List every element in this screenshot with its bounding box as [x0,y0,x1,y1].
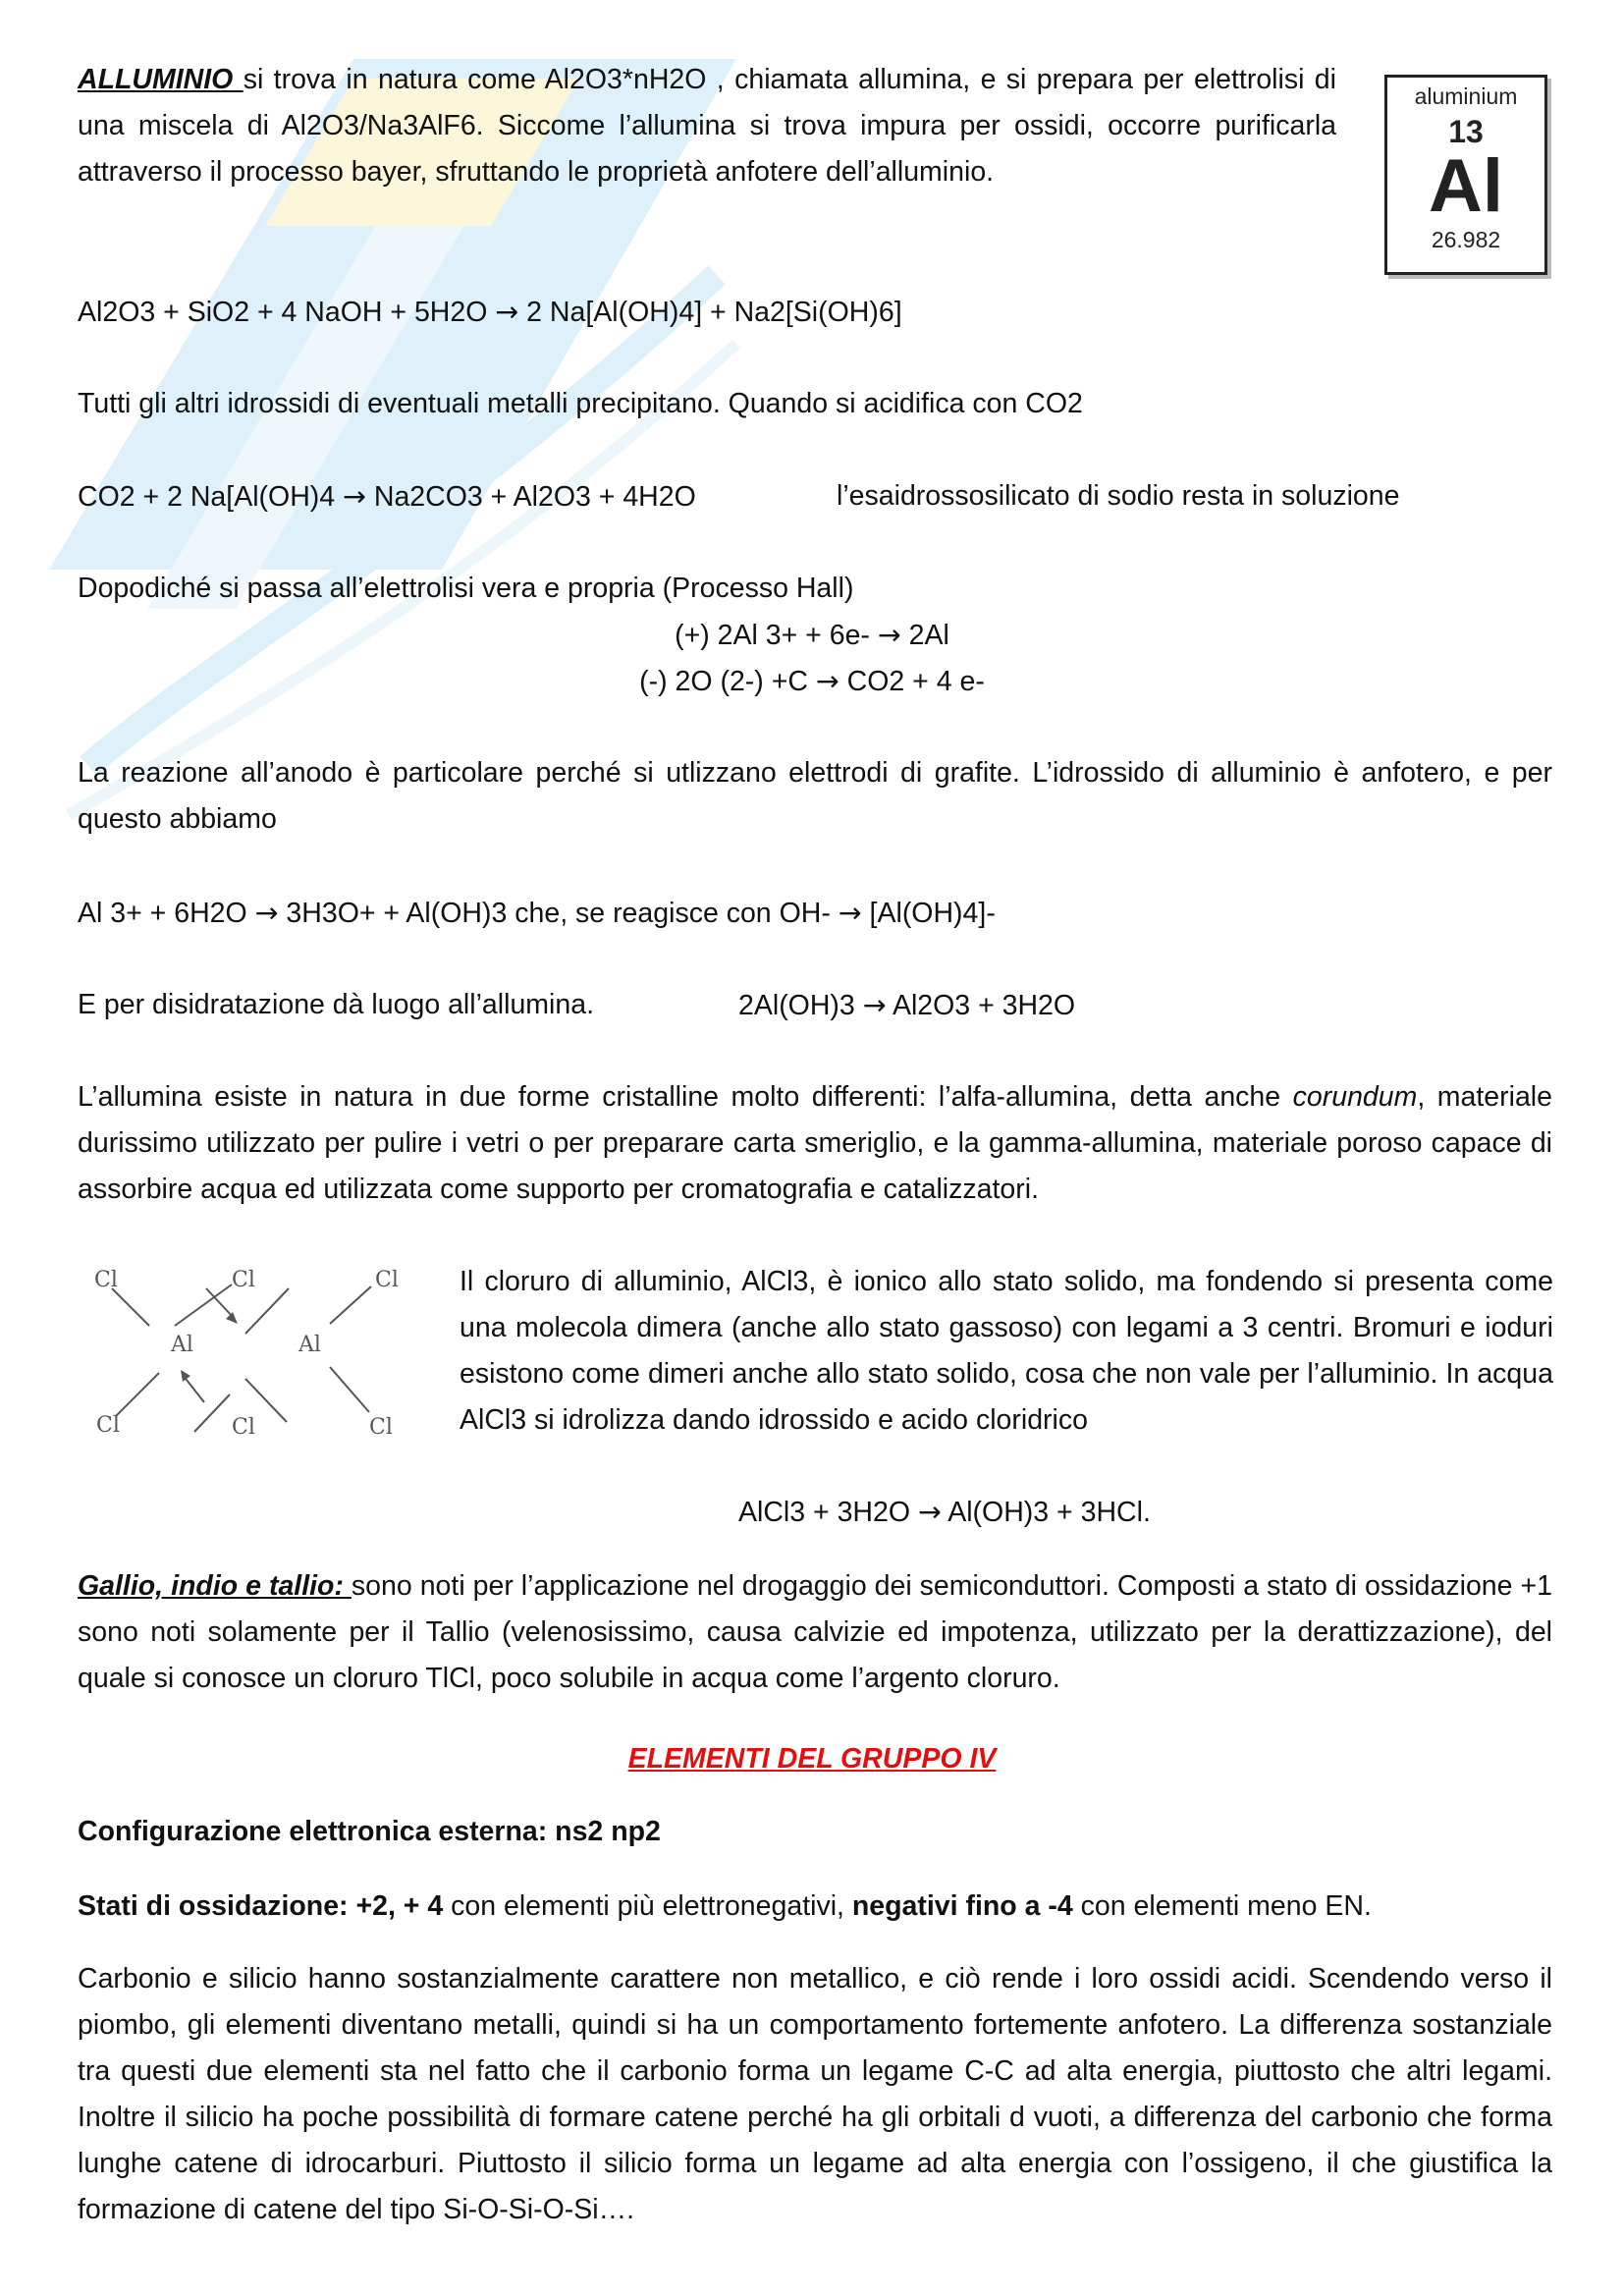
chlorine-label: Cl [94,1268,118,1292]
chlorine-label: Cl [96,1413,120,1438]
chlorine-label: Cl [232,1268,255,1292]
paragraph-hall: Dopodiché si passa all’elettrolisi vera e propria (Processo Hall) [78,573,854,604]
equation-cathode: (+) 2Al 3+ + 6e- → 2Al [675,619,949,651]
arrow-icon: → [838,897,862,929]
section-title-gallio: Gallio, indio e tallio: [78,1570,352,1602]
paragraph-gallio-indio-tallio: Gallio, indio e tallio: sono noti per l’applicazione nel drogaggio dei semiconduttori. Composti a stato di ossidazione +1 sono noti solamente per il Tallio (velenosissimo, causa calvizie ed impotenza, utilizzato per la derattizzazione), del quale si conosce un cloruro TlCl, poco solubile in acqua come l’argento cloruro. [78,1570,1552,1694]
element-symbol: Al [1429,144,1503,228]
paragraph-alluminio [78,57,1336,195]
section-heading-gruppo-iv: ELEMENTI DEL GRUPPO IV [627,1743,997,1775]
paragraph-carbon-silicon: Carbonio e silicio hanno sostanzialmente carattere non metallico, e ciò rende i loro ossidi acidi. Scendendo verso il piombo, gli elementi diventano metalli, quindi si ha un comportamento fortemente anfotero. La differenza sostanziale tra questi due elementi sta nel fatto che il carbonio forma un legame C-C ad alta energia, piuttosto che altri legami. Inoltre il silicio ha poche possibilità di formare catene perché ha gli orbitali d vuoti, a differenza del carbonio che forma lunghe catene di idrocarburi. Piuttosto il silicio forma un legame ad alta energia con l’ossigeno, il che giustifica la formazione di catene del tipo Si-O-Si-O-Si…. [78,1963,1552,2225]
chlorine-label: Cl [369,1415,393,1440]
electron-configuration: Configurazione elettronica esterna: ns2 np2 [78,1816,661,1847]
equation-alcl3-hydrolysis: AlCl3 + 3H2O → Al(OH)3 + 3HCl. [738,1496,1151,1528]
equation-bayer: Al2O3 + SiO2 + 4 NaOH + 5H2O → 2 Na[Al(OH)4] + Na2[Si(OH)6] [78,296,902,328]
arrow-icon: → [495,296,519,328]
paragraph-anode: La reazione all’anodo è particolare perché si utlizzano elettrodi di grafite. L’idrossido di alluminio è anfotero, e per questo abbiamo [78,757,1552,835]
element-atomic-mass: 26.982 [1431,227,1501,252]
arrow-icon: → [343,480,366,513]
equation-co2-note: l’esaidrossosilicato di sodio resta in soluzione [837,480,1400,512]
section-title-alluminio: ALLUMINIO [78,64,244,95]
arrow-icon: → [862,989,887,1021]
equation-dehydration: 2Al(OH)3 → Al2O3 + 3H2O [738,989,1076,1021]
oxidation-states: Stati di ossidazione: +2, + 4 con elementi più elettronegativi, negativi fino a -4 con elementi meno EN. [78,1890,1372,1922]
paragraph-dehydration: E per disidratazione dà luogo all’allumina. [78,989,594,1020]
chlorine-label: Cl [232,1415,255,1440]
equation-hydrolysis: Al 3+ + 6H2O → 3H3O+ + Al(OH)3 che, se reagisce con OH- → [Al(OH)4]- [78,897,996,929]
paragraph-allumina-forms: L’allumina esiste in natura in due forme cristalline molto differenti: l’alfa-allumina, detta anche corundum, materiale durissimo utilizzato per pulire i vetri o per preparare carta smeriglio, e la gamma-allumina, materiale poroso capace di assorbire acqua ed utilizzata come supporto per cromatografia e catalizzatori. [78,1081,1552,1205]
arrow-icon: → [254,897,279,929]
arrow-icon: → [815,665,839,697]
paragraph-alluminio-text: si trova in natura come Al2O3*nH2O , chiamata allumina, e si prepara per elettrolisi di una miscela di Al2O3/Na3AlF6. Siccome l’allumina si trova impura per ossidi, occorre purificarla attraverso il processo bayer, sfruttando le proprietà anfotere dell’alluminio. [78,64,1336,188]
alcl3-dimer-structure [84,1265,424,1448]
aluminium-element-tile [1384,75,1547,275]
aluminium-label: Al [171,1333,193,1357]
element-name: aluminium [1414,83,1518,109]
equation-co2: CO2 + 2 Na[Al(OH)4 → Na2CO3 + Al2O3 + 4H2O [78,480,696,513]
element-atomic-number: 13 [1448,114,1484,149]
paragraph-aluminium-chloride: Il cloruro di alluminio, AlCl3, è ionico allo stato solido, ma fondendo si presenta come una molecola dimera (anche allo stato gassoso) con legami a 3 centri. Bromuri e ioduri esistono come dimeri anche allo stato solido, cosa che non vale per l’alluminio. In acqua AlCl3 si idrolizza dando idrossido e acido cloridrico [460,1266,1553,1436]
arrow-icon: → [917,1496,942,1528]
aluminium-label: Al [298,1333,321,1357]
chlorine-label: Cl [375,1268,399,1292]
equation-anode: (-) 2O (2-) +C → CO2 + 4 e- [639,665,985,697]
arrow-icon: → [877,619,901,651]
paragraph-precipitation: Tutti gli altri idrossidi di eventuali metalli precipitano. Quando si acidifica con CO2 [78,388,1083,419]
